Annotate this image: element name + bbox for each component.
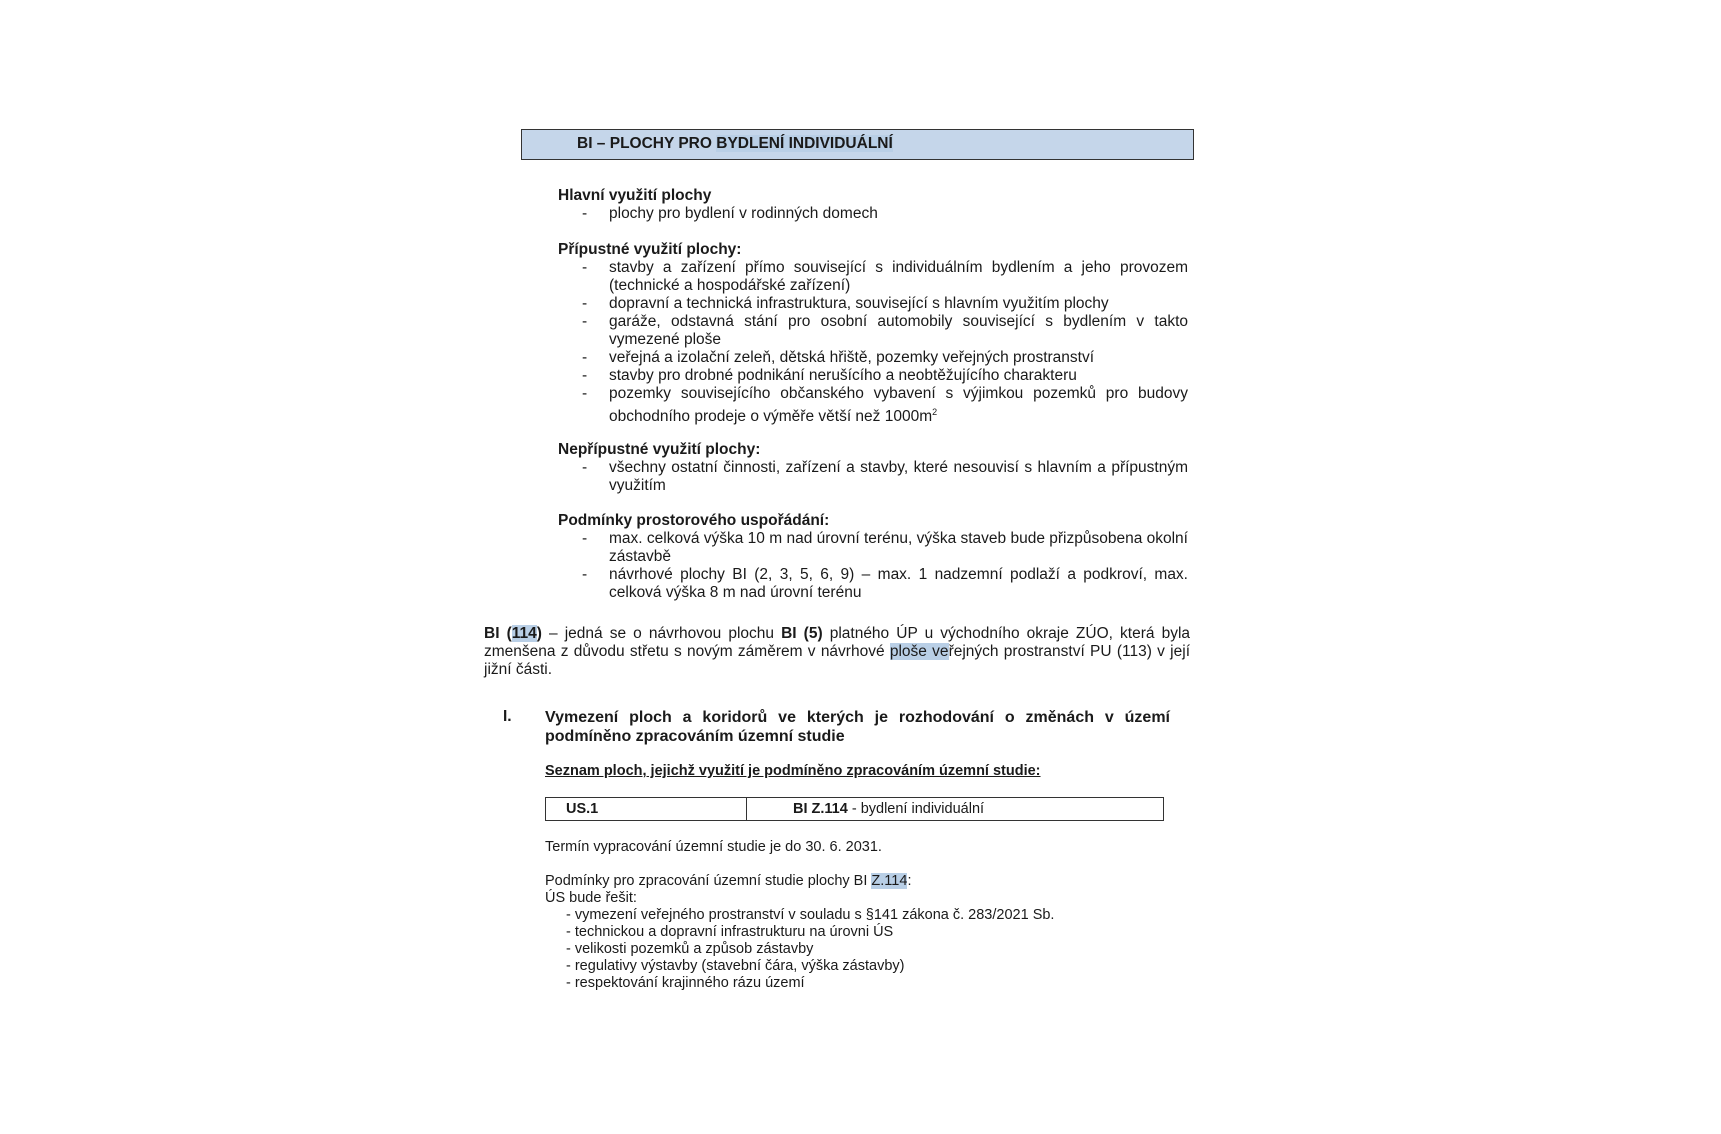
section-title: Hlavní využití plochy bbox=[558, 187, 712, 204]
table-cell-code: US.1 bbox=[546, 798, 747, 821]
intro-text: Podmínky pro zpracování územní studie plochy BI bbox=[545, 873, 872, 889]
item-list bbox=[558, 530, 1188, 602]
list-item: - všechny ostatní činnosti, zařízení a stavby, které nesouvisí s hlavním a přípustným využitím bbox=[558, 459, 1188, 495]
list-item: - regulativy výstavby (stavební čára, výška zástavby) bbox=[566, 958, 905, 974]
bi-114-paragraph bbox=[484, 625, 1190, 679]
heading-number: I. bbox=[503, 708, 512, 725]
table-row bbox=[546, 798, 1164, 821]
list-item: - dopravní a technická infrastruktura, související s hlavním využitím plochy bbox=[558, 295, 1188, 313]
section-title: Podmínky prostorového uspořádání: bbox=[558, 512, 830, 529]
item-list bbox=[558, 205, 1188, 223]
list-item: - garáže, odstavná stání pro osobní automobily související s bydlením v takto vymezené ploše bbox=[558, 313, 1188, 349]
section-title: Nepřípustné využití plochy: bbox=[558, 441, 761, 458]
title-prefix: BI – PLOCHY PRO bbox=[577, 135, 717, 152]
study-table bbox=[545, 797, 1164, 821]
section-title: Přípustné využití plochy: bbox=[558, 241, 742, 258]
list-item: - stavby a zařízení přímo související s individuálním bydlením a jeho provozem (technické a hospodářské zařízení) bbox=[558, 259, 1188, 295]
area-code: BI Z.114 bbox=[793, 801, 848, 817]
list-item bbox=[558, 385, 1188, 426]
deadline-text: Termín vypracování územní studie je do 30. 6. 2031. bbox=[545, 839, 882, 855]
list-item: - plochy pro bydlení v rodinných domech bbox=[558, 205, 1188, 223]
paragraph-text-2: platného ÚP u východního okraje ZÚO, která byla zmenšena z důvodu střetu s novým záměrem v návrhové bbox=[484, 625, 1191, 660]
title-highlight: BYDLENÍ INDIVIDUÁLNÍ bbox=[716, 135, 893, 152]
paragraph-highlight: ploše ve bbox=[889, 643, 949, 660]
study-conditions bbox=[545, 873, 1054, 992]
study-conditions-intro bbox=[545, 873, 1054, 890]
area-desc: - bydlení individuální bbox=[847, 801, 985, 817]
intro-highlight: Z.114 bbox=[871, 873, 908, 889]
bi-label-close: ) bbox=[536, 625, 542, 642]
section-nepripustne bbox=[558, 441, 1188, 495]
bi-label-open: BI ( bbox=[484, 625, 512, 642]
item-list bbox=[558, 259, 1188, 426]
list-item: - max. celková výška 10 m nad úrovní terénu, výška staveb bude přizpůsobena okolní zástavbě bbox=[558, 530, 1188, 566]
list-item: - stavby pro drobné podnikání nerušícího a neobtěžujícího charakteru bbox=[558, 367, 1188, 385]
bi-number-highlight: 114 bbox=[511, 625, 537, 642]
list-item: - velikosti pozemků a způsob zástavby bbox=[566, 941, 814, 957]
section-pripustne bbox=[558, 241, 1188, 426]
bi5-label: BI (5) bbox=[781, 625, 823, 642]
item-list bbox=[558, 459, 1188, 495]
intro-end: : bbox=[907, 873, 912, 889]
table-cell-area bbox=[747, 798, 1164, 821]
paragraph-text-1: – jedná se o návrhovou plochu bbox=[541, 625, 782, 642]
section-title-box bbox=[521, 129, 1194, 160]
section-podminky bbox=[558, 512, 1188, 602]
list-item: - návrhové plochy BI (2, 3, 5, 6, 9) – max. 1 nadzemní podlaží a podkroví, max. celková výška 8 m nad úrovní terénu bbox=[558, 566, 1188, 602]
list-title: Seznam ploch, jejichž využití je podmíněno zpracováním územní studie: bbox=[545, 763, 1041, 779]
list-item-text: pozemky souvisejícího občanského vybavení s výjimkou pozemků pro budovy obchodního prodeje o výměře větší než 1000m bbox=[609, 385, 1188, 426]
superscript: 2 bbox=[932, 407, 938, 417]
heading-text: Vymezení ploch a koridorů ve kterých je rozhodování o změnách v území podmíněno zpracováním územní studie bbox=[545, 709, 1170, 745]
list-item: - technickou a dopravní infrastrukturu na úrovni ÚS bbox=[566, 924, 894, 940]
list-item: - respektování krajinného rázu území bbox=[566, 975, 805, 991]
study-sub: ÚS bude řešit: bbox=[545, 890, 637, 906]
paragraph-text-3: řejných prostranství PU (113) v její jižní části. bbox=[484, 643, 1190, 678]
list-item: - veřejná a izolační zeleň, dětská hřiště, pozemky veřejných prostranství bbox=[558, 349, 1188, 367]
list-item: - vymezení veřejného prostranství v souladu s §141 zákona č. 283/2021 Sb. bbox=[566, 907, 1055, 923]
section-hlavni bbox=[558, 187, 1188, 223]
